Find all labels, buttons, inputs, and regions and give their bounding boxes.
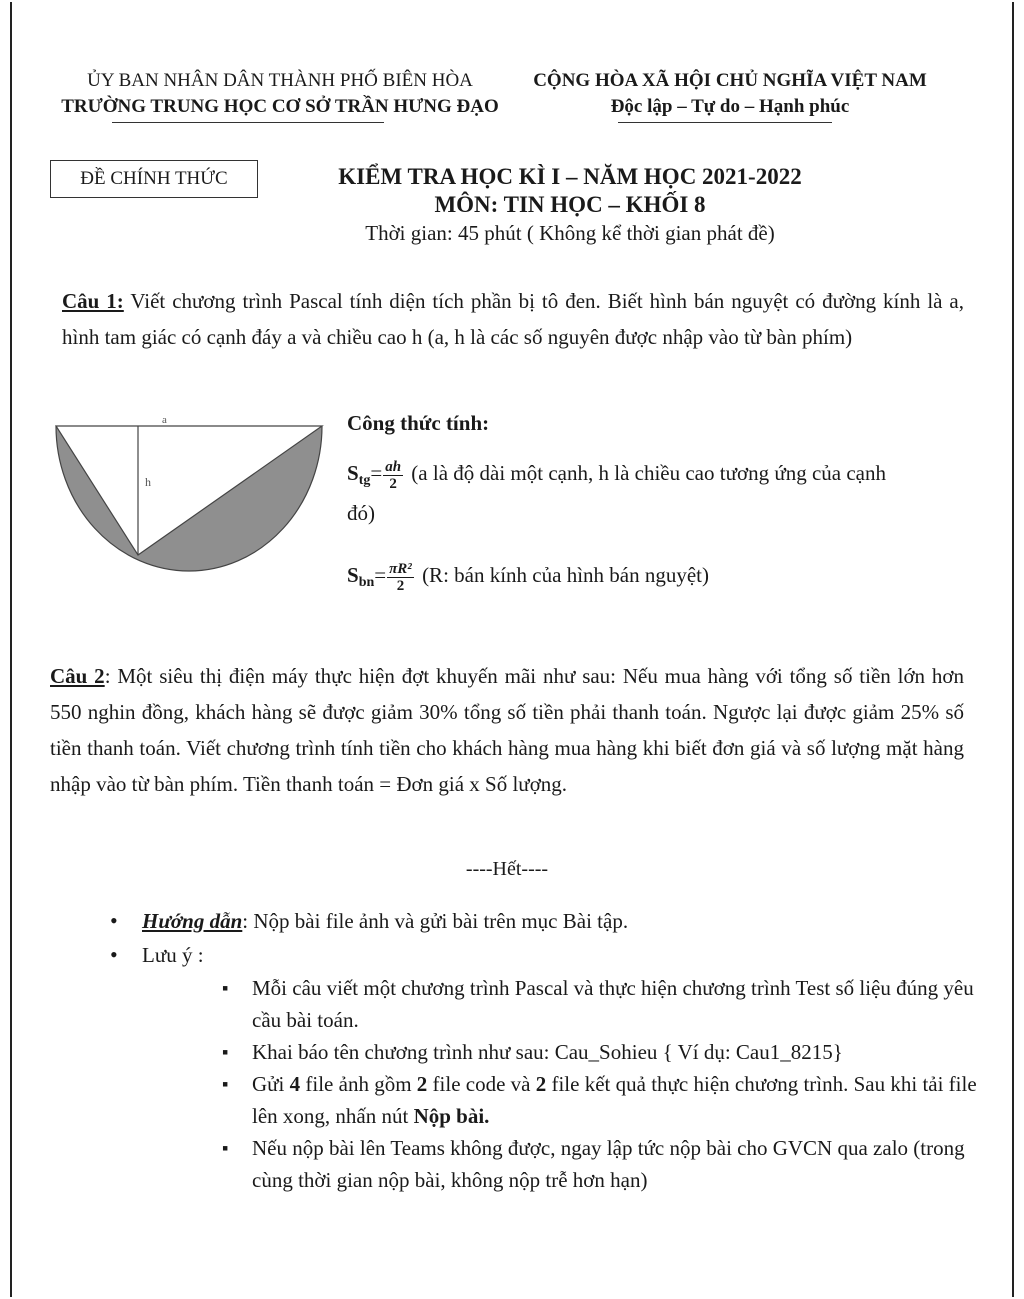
- formula-triangle-fraction: [383, 459, 403, 492]
- authority-name: ỦY BAN NHÂN DÂN THÀNH PHỐ BIÊN HÒA: [87, 70, 473, 91]
- formula-triangle-symbol: S: [347, 461, 359, 485]
- exam-subject: MÔN: TIN HỌC – KHỐI 8: [434, 192, 706, 217]
- formula-triangle-description-cont: đó): [347, 501, 375, 525]
- text-run-bold: 2: [535, 1072, 547, 1096]
- label-a: a: [162, 414, 167, 426]
- formula-triangle-subscript: tg: [358, 473, 371, 488]
- guide-item: [110, 904, 970, 938]
- note-sub-item: [222, 1068, 1002, 1132]
- text-run: file ảnh gồm: [300, 1072, 417, 1096]
- formula-semicircle-symbol: S: [347, 563, 359, 587]
- formula-triangle: [347, 458, 886, 496]
- fraction-denominator: 2: [396, 577, 405, 594]
- end-mark: ----Hết----: [465, 858, 549, 880]
- question-2-label: Câu 2: [50, 664, 105, 688]
- note-item: [110, 938, 977, 1196]
- school-underline: [112, 122, 384, 123]
- school-name: TRƯỜNG TRUNG HỌC CƠ SỞ TRẦN HƯNG ĐẠO: [61, 96, 499, 117]
- question-2-text: : Một siêu thị điện máy thực hiện đợt khuyến mãi như sau: Nếu mua hàng với tổng số tiền lớn hơn 550 nghin đồng, khách hàng sẽ được giảm 30% tổng số tiền phải thanh toán. Ngược lại được giảm 25% số tiền thanh toán. Viết chương trình tính tiền cho khách hàng mua hàng khi biết đơn giá và số lượng mặt hàng nhập vào từ bàn phím. Tiền thanh toán = Đơn giá x Số lượng.: [50, 664, 964, 796]
- note-sub-item: ▪ Mỗi câu viết một chương trình Pascal và thực hiện chương trình Test số liệu đúng yêu cầu bài toán.: [222, 972, 1002, 1036]
- submit-button-name: Nộp bài.: [413, 1104, 490, 1128]
- notes-list: [110, 904, 977, 1196]
- label-h: h: [145, 475, 151, 489]
- formula-semicircle-fraction: [387, 561, 414, 594]
- question-1-text: Viết chương trình Pascal tính diện tích phần bị tô đen. Biết hình bán nguyệt có đường kính là a, hình tam giác có cạnh đáy a và chiều cao h (a, h là các số nguyên được nhập vào từ bàn phím): [62, 289, 964, 349]
- note-sub-item: ▪ Nếu nộp bài lên Teams không được, ngay lập tức nộp bài cho GVCN qua zalo (trong cùng thời gian nộp bài, không nộp trễ hơn hạn): [222, 1132, 1002, 1196]
- fraction-numerator: ah: [385, 458, 402, 475]
- semicircle-figure: [50, 410, 330, 575]
- formula-heading: Công thức tính:: [347, 411, 490, 435]
- note-sub-list: [222, 972, 1002, 1196]
- fraction-denominator: 2: [389, 475, 397, 492]
- question-1-label: Câu 1:: [62, 289, 124, 313]
- motto-underline: [618, 122, 832, 123]
- formula-semicircle-equals: =: [374, 563, 387, 587]
- fraction-numerator: πR²: [389, 560, 412, 577]
- text-run-bold: 2: [416, 1072, 428, 1096]
- guide-text: : Nộp bài file ảnh và gửi bài trên mục Bài tập.: [242, 909, 629, 933]
- exam-time: Thời gian: 45 phút ( Không kể thời gian phát đề): [365, 221, 775, 245]
- official-exam-box: [50, 160, 258, 198]
- formula-triangle-equals: =: [370, 461, 383, 485]
- note-sub-item: ▪ Khai báo tên chương trình như sau: Cau_Sohieu { Ví dụ: Cau1_8215}: [222, 1036, 1002, 1068]
- motto: Độc lập – Tự do – Hạnh phúc: [610, 96, 850, 117]
- text-run: Gửi: [252, 1072, 290, 1096]
- text-run-bold: 4: [289, 1072, 301, 1096]
- question-1: [62, 283, 964, 355]
- text-run: file code và: [427, 1072, 536, 1096]
- note-label: Lưu ý :: [142, 943, 204, 967]
- guide-label: Hướng dẫn: [142, 909, 243, 933]
- official-exam-label: ĐỀ CHÍNH THỨC: [80, 168, 228, 189]
- text-run: file kết quả thực hiện chương trình. Sau khi tải file lên xong, nhấn nút: [252, 1072, 977, 1128]
- question-2: [50, 658, 964, 802]
- formula-semicircle-subscript: bn: [358, 575, 375, 590]
- formula-triangle-description: (a là độ dài một cạnh, h là chiều cao tương ứng của cạnh: [406, 461, 886, 485]
- exam-title: KIỂM TRA HỌC KÌ I – NĂM HỌC 2021-2022: [338, 164, 802, 189]
- formula-semicircle-description: (R: bán kính của hình bán nguyệt): [416, 563, 709, 587]
- country-name: CỘNG HÒA XÃ HỘI CHỦ NGHĨA VIỆT NAM: [533, 70, 927, 91]
- formula-semicircle: [347, 560, 709, 598]
